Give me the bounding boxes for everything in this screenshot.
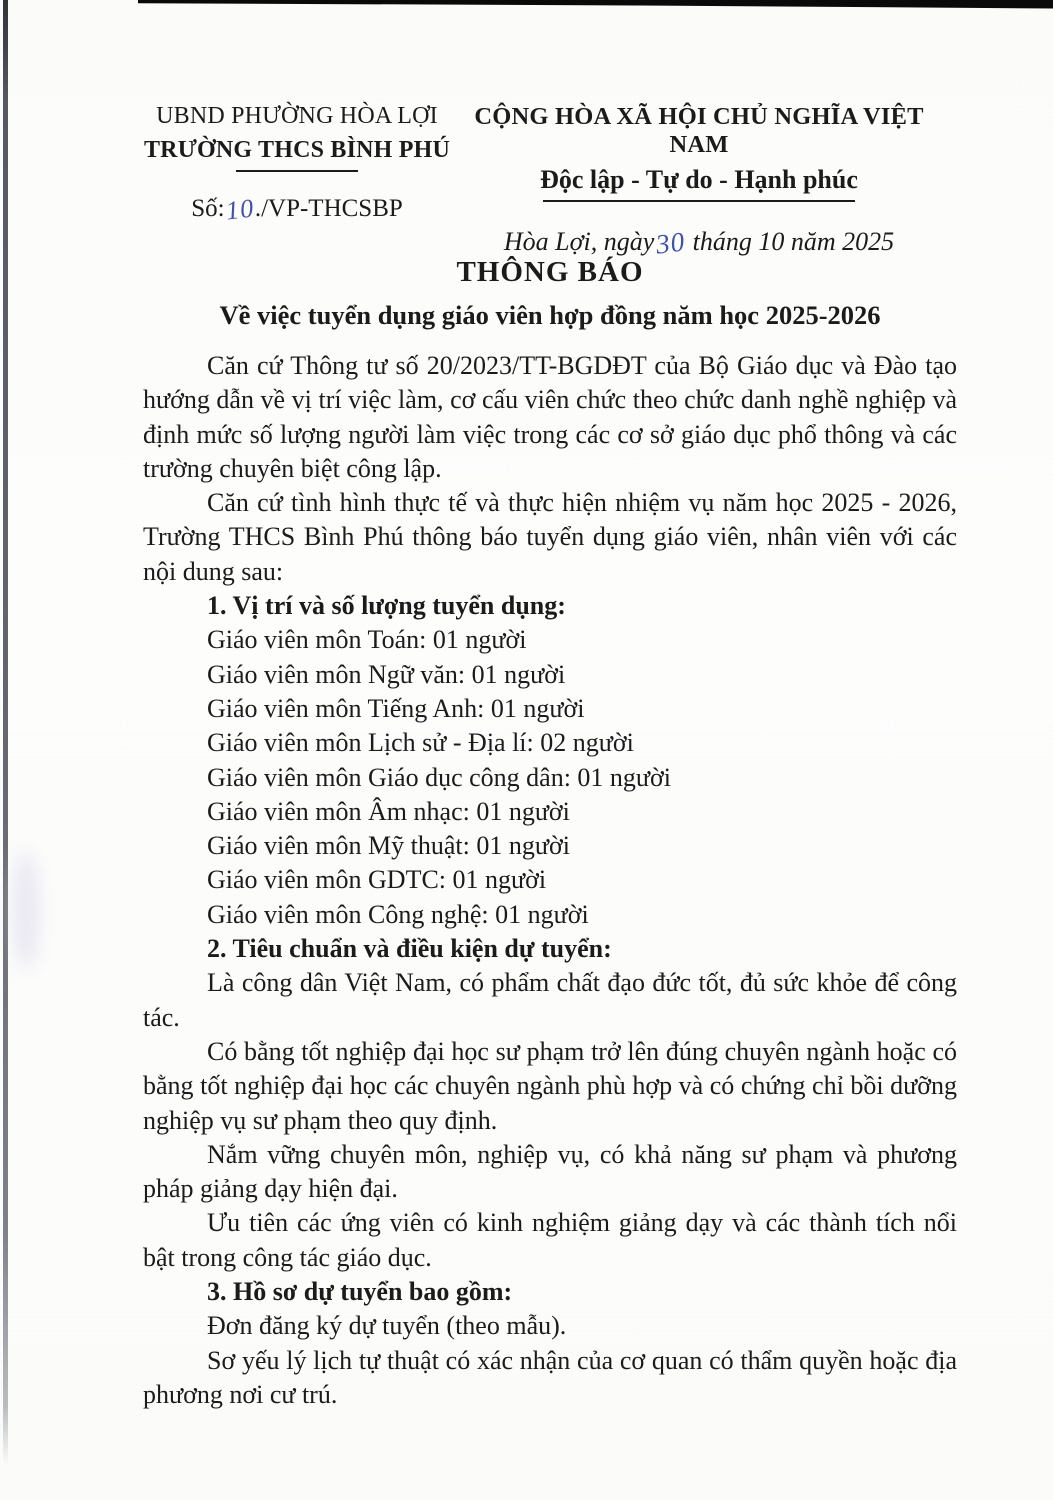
paragraph-legal-basis-2: Căn cứ tình hình thực tế và thực hiện nhiệm vụ năm học 2025 - 2026, Trường THCS Bình Phú thông báo tuyển dụng giáo viên, nhân viên với các nội dung sau: <box>143 488 957 586</box>
issuing-org-block <box>140 103 454 226</box>
handwritten-day: 30 <box>654 226 688 260</box>
requirement-paragraph: Là công dân Việt Nam, có phẩm chất đạo đức tốt, đủ sức khỏe để công tác. <box>143 968 957 1032</box>
dossier-paragraph: Đơn đăng ký dự tuyển (theo mẫu). <box>207 1311 567 1341</box>
doc-number-suffix: ./VP-THCSBP <box>254 194 403 222</box>
section-2-heading: 2. Tiêu chuẩn và điều kiện dự tuyển: <box>207 934 612 964</box>
document-number-line <box>140 193 454 226</box>
recruitment-item: Giáo viên môn Toán: 01 người <box>207 625 527 655</box>
requirement-paragraph: Có bằng tốt nghiệp đại học sư phạm trở lên đúng chuyên ngành hoặc có bằng tốt nghiệp đại học các chuyên ngành phù hợp và có chứng chỉ bồi dưỡng nghiệp vụ sư phạm theo quy định. <box>143 1036 957 1135</box>
recruitment-item: Giáo viên môn Công nghệ: 01 người <box>207 899 589 929</box>
document-title-block <box>143 256 957 331</box>
dossier-paragraph: Sơ yếu lý lịch tự thuật có xác nhận của cơ quan có thẩm quyền hoặc địa phương nơi cư trú. <box>143 1345 957 1409</box>
recruitment-item: Giáo viên môn Giáo dục công dân: 01 người <box>207 762 671 792</box>
org-parent-name: UBND PHƯỜNG HÒA LỢI <box>156 103 438 129</box>
recruitment-item: Giáo viên môn GDTC: 01 người <box>207 865 547 895</box>
national-motto-line1: CỘNG HÒA XÃ HỘI CHỦ NGHĨA VIỆT NAM <box>474 103 924 159</box>
motto-underline <box>543 200 855 202</box>
national-header-block <box>448 103 950 258</box>
document-title: THÔNG BÁO <box>456 256 644 288</box>
scan-artifact-left-edge <box>3 0 8 1465</box>
section-1-heading: 1. Vị trí và số lượng tuyển dụng: <box>207 591 566 621</box>
doc-number-prefix: Số: <box>191 194 225 222</box>
requirement-paragraph: Ưu tiên các ứng viên có kinh nghiệm giảng dạy và các thành tích nổi bật trong công tác giáo dục. <box>143 1208 957 1272</box>
recruitment-item: Giáo viên môn Lịch sử - Địa lí: 02 người <box>207 728 634 758</box>
recruitment-item: Giáo viên môn Âm nhạc: 01 người <box>207 796 570 826</box>
paragraph-legal-basis-1: Căn cứ Thông tư số 20/2023/TT-BGDĐT của Bộ Giáo dục và Đào tạo hướng dẫn về vị trí việc làm, cơ cấu viên chức theo chức danh nghề nghiệp và định mức số lượng người làm việc trong các cơ sở giáo dục phổ thông và các trường chuyên biệt công lập. <box>143 351 957 483</box>
dateline-suffix: tháng 10 năm 2025 <box>692 226 895 256</box>
org-name-underline <box>236 170 358 172</box>
requirement-paragraph: Nắm vững chuyên môn, nghiệp vụ, có khả năng sư phạm và phương pháp giảng dạy hiện đại. <box>143 1139 957 1204</box>
recruitment-item: Giáo viên môn Mỹ thuật: 01 người <box>207 831 570 861</box>
recruitment-item: Giáo viên môn Ngữ văn: 01 người <box>207 659 566 689</box>
place-date-line <box>448 226 950 258</box>
recruitment-item: Giáo viên môn Tiếng Anh: 01 người <box>207 693 585 723</box>
handwritten-doc-number: 10 <box>223 193 256 226</box>
national-motto-line2: Độc lập - Tự do - Hạnh phúc <box>540 164 858 194</box>
org-name: TRƯỜNG THCS BÌNH PHÚ <box>143 136 451 163</box>
document-body <box>143 349 957 1412</box>
scan-artifact-top-edge <box>138 0 1053 10</box>
scan-smudge <box>12 850 40 970</box>
document-subtitle: Về việc tuyển dụng giáo viên hợp đồng năm học 2025-2026 <box>219 300 881 330</box>
dateline-prefix: Hòa Lợi, ngày <box>503 226 655 256</box>
section-3-heading: 3. Hồ sơ dự tuyển bao gồm: <box>207 1277 513 1307</box>
